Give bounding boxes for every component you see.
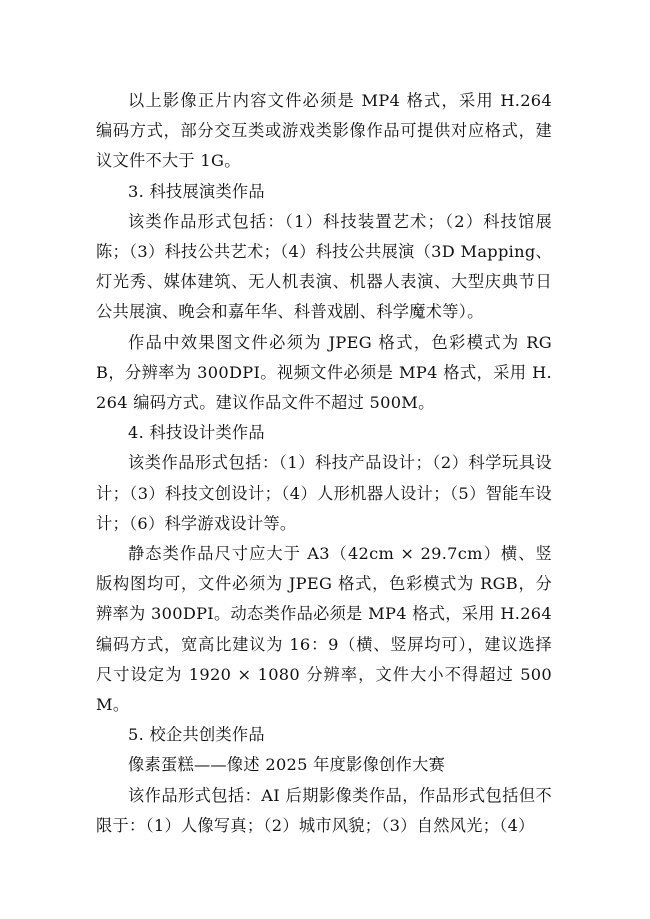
paragraph-ai-forms: 该作品形式包括：AI 后期影像类作品，作品形式包括但不限于：（1）人像写真；（2）城市风貌；（3）自然风光；（4） (96, 785, 552, 835)
paragraph-tech-performance-forms: 该类作品形式包括：（1）科技装置艺术；（2）科技馆展陈；（3）科技公共艺术；（4）科技公共展演（3D Mapping、灯光秀、媒体建筑、无人机表演、机器人表演、大型庆典节日公共展演、晚会和嘉年华、科普戏剧、科学魔术等）。 (96, 211, 552, 322)
section-heading-tech-performance: 3. 科技展演类作品 (128, 181, 265, 201)
paragraph-video-format: 以上影像正片内容文件必须是 MP4 格式，采用 H.264 编码方式，部分交互类或游戏类影像作品可提供对应格式，建议文件不大于 1G。 (96, 91, 552, 171)
section-heading-tech-design: 4. 科技设计类作品 (128, 423, 265, 443)
document-body (96, 86, 552, 841)
section-heading-school-enterprise: 5. 校企共创类作品 (128, 725, 265, 745)
paragraph-tech-design-files: 静态类作品尺寸应大于 A3（42cm × 29.7cm）横、竖版构图均可，文件必须为 JPEG 格式，色彩模式为 RGB，分辨率为 300DPI。动态类作品必须是 MP4 格式，采用 H.264 编码方式，宽高比建议为 16：9（横、竖屏均可），建议选择尺寸设定为 1920 × 1080 分辨率，文件大小不得超过 500M。 (96, 544, 552, 715)
paragraph-tech-performance-files: 作品中效果图文件必须为 JPEG 格式，色彩模式为 RGB，分辨率为 300DPI。视频文件必须是 MP4 格式，采用 H.264 编码方式。建议作品文件不超过 500M。 (96, 332, 552, 413)
paragraph-tech-design-forms: 该类作品形式包括：（1）科技产品设计；（2）科学玩具设计；（3）科技文创设计；（4）人形机器人设计；（5）智能车设计；（6）科学游戏设计等。 (96, 453, 552, 533)
contest-title: 像素蛋糕——像述 2025 年度影像创作大赛 (128, 755, 446, 775)
